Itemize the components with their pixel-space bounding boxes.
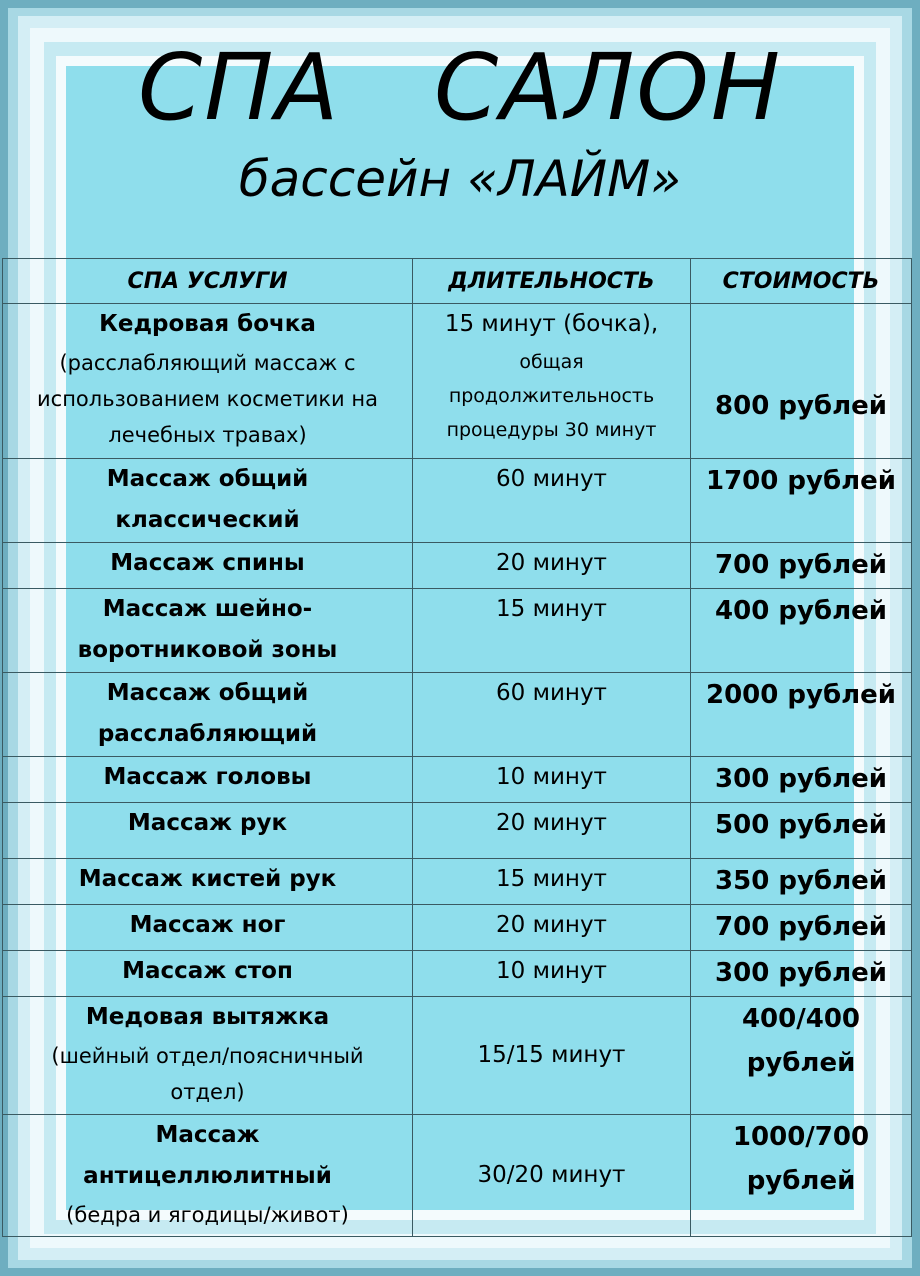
page-subtitle: бассейн «ЛАЙМ» (238, 150, 682, 208)
service-cell (3, 304, 413, 459)
duration-cell (413, 1115, 691, 1237)
service-cell (3, 459, 413, 543)
duration-value: 10 минут (496, 764, 607, 790)
service-name: Массаж стоп (122, 958, 293, 984)
service-name: Массаж общий расслабляющий (97, 680, 318, 747)
price-cell (691, 997, 912, 1115)
service-name: Массаж спины (110, 550, 305, 576)
duration-value: 15/15 минут (477, 1042, 626, 1068)
table-row (3, 304, 912, 459)
service-note: (бедра и ягодицы/живот) (66, 1203, 349, 1227)
service-name: Массаж рук (127, 810, 288, 836)
price-value: 700 рублей (715, 912, 887, 942)
service-cell (3, 859, 413, 905)
table-row (3, 589, 912, 673)
duration-value: 20 минут (496, 912, 607, 938)
price-value: 1700 рублей (705, 466, 897, 496)
service-name: Массаж ног (129, 912, 286, 938)
price-value: 1000/700 рублей (732, 1122, 870, 1196)
page-title: СПА САЛОН (137, 34, 783, 141)
service-cell (3, 997, 413, 1115)
duration-value: 20 минут (496, 810, 607, 836)
price-cell (691, 803, 912, 859)
service-cell (3, 673, 413, 757)
price-cell (691, 304, 912, 459)
service-name: Кедровая бочка (99, 311, 316, 337)
service-name: Массаж общий классический (106, 466, 309, 533)
duration-value: 15 минут (496, 866, 607, 892)
service-note: (расслабляющий массаж с использованием косметики на лечебных травах) (37, 351, 378, 447)
duration-main: 15 минут (бочка), (444, 311, 659, 337)
table-row (3, 459, 912, 543)
service-cell (3, 757, 413, 803)
price-cell (691, 589, 912, 673)
price-value: 500 рублей (715, 810, 887, 840)
duration-value: 20 минут (496, 550, 607, 576)
column-header-duration: ДЛИТЕЛЬНОСТЬ (413, 259, 691, 304)
price-value: 700 рублей (715, 550, 887, 580)
price-cell (691, 543, 912, 589)
column-header-price: СТОИМОСТЬ (691, 259, 912, 304)
service-name: Массаж кистей рук (78, 866, 337, 892)
price-value: 350 рублей (715, 866, 887, 896)
price-value: 400 рублей (715, 596, 887, 626)
column-header-services: СПА УСЛУГИ (3, 259, 413, 304)
service-cell (3, 905, 413, 951)
table-row (3, 673, 912, 757)
table-row (3, 951, 912, 997)
duration-value: 60 минут (496, 466, 607, 492)
table-row (3, 543, 912, 589)
duration-cell (413, 757, 691, 803)
service-cell (3, 803, 413, 859)
price-value: 300 рублей (715, 764, 887, 794)
price-cell (691, 459, 912, 543)
duration-note: общая продолжительность процедуры 30 минут (446, 351, 657, 441)
price-value: 800 рублей (715, 391, 887, 421)
service-name: Массаж головы (103, 764, 312, 790)
service-cell (3, 951, 413, 997)
price-cell (691, 859, 912, 905)
price-cell (691, 951, 912, 997)
table-row (3, 997, 912, 1115)
table-row (3, 1115, 912, 1237)
duration-cell (413, 543, 691, 589)
duration-cell (413, 459, 691, 543)
price-value: 300 рублей (715, 958, 887, 988)
duration-cell (413, 673, 691, 757)
duration-value: 10 минут (496, 958, 607, 984)
service-name: Массаж шейно-воротниковой зоны (77, 596, 338, 663)
duration-cell (413, 304, 691, 459)
service-cell (3, 543, 413, 589)
price-table (2, 258, 912, 1237)
service-name: Массаж антицеллюлитный (83, 1122, 332, 1189)
price-cell (691, 905, 912, 951)
duration-cell (413, 859, 691, 905)
price-cell (691, 673, 912, 757)
service-name: Медовая вытяжка (85, 1004, 330, 1030)
duration-cell (413, 589, 691, 673)
duration-cell (413, 803, 691, 859)
duration-cell (413, 997, 691, 1115)
price-value: 2000 рублей (705, 680, 897, 710)
service-cell (3, 1115, 413, 1237)
duration-value: 30/20 минут (477, 1162, 626, 1188)
service-note: (шейный отдел/поясничный отдел) (51, 1044, 364, 1104)
service-cell (3, 589, 413, 673)
table-row (3, 859, 912, 905)
duration-value: 15 минут (496, 596, 607, 622)
duration-value: 60 минут (496, 680, 607, 706)
price-value: 400/400 рублей (741, 1004, 861, 1078)
table-row (3, 905, 912, 951)
duration-cell (413, 905, 691, 951)
table-row (3, 757, 912, 803)
table-row (3, 803, 912, 859)
price-cell (691, 757, 912, 803)
price-cell (691, 1115, 912, 1237)
table-header-row (3, 259, 912, 304)
duration-cell (413, 951, 691, 997)
